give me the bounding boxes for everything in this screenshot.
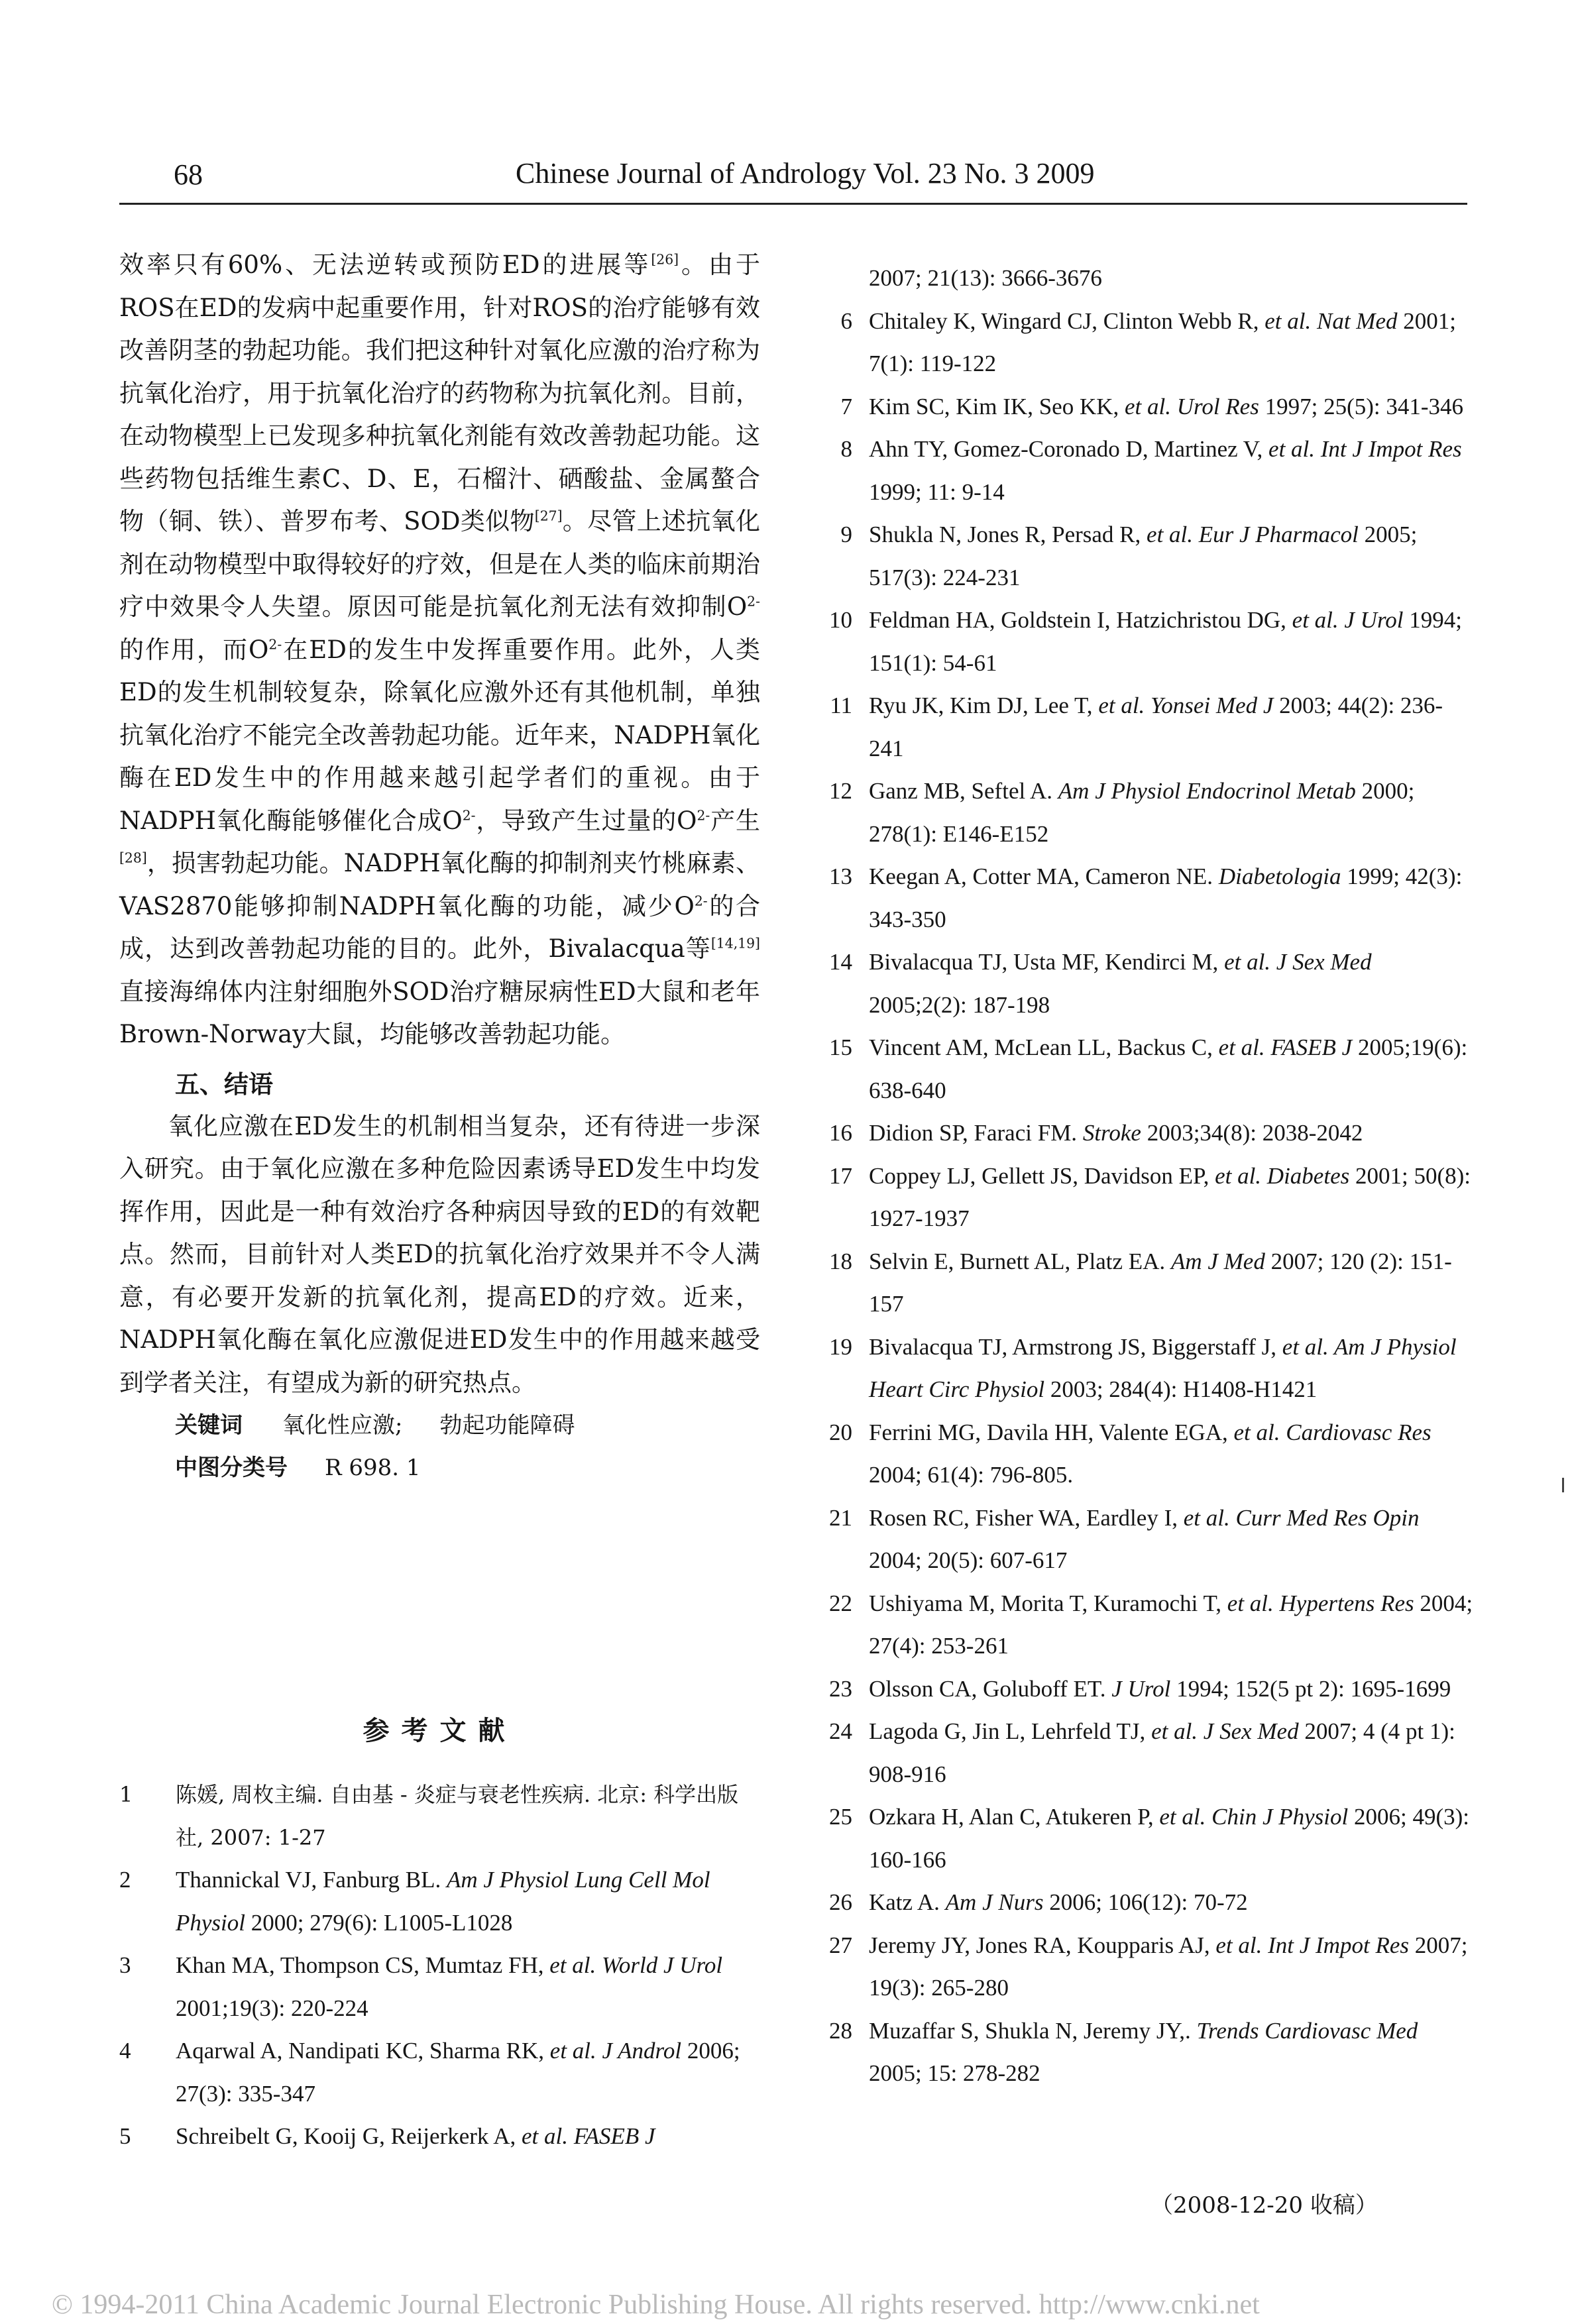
reference-item [119, 1859, 762, 1944]
reference-number: 8 [840, 436, 852, 462]
reference-item [813, 1924, 1475, 2010]
copyright-footer: © 1994-2011 China Academic Journal Electronic Publishing House. All rights reserved. http://www.cnki.net [52, 2290, 1260, 2320]
reference-item [813, 770, 1475, 856]
reference-number: 9 [840, 522, 852, 547]
reference-item [813, 1326, 1475, 1411]
margin-mark [1562, 1478, 1564, 1492]
reference-item [813, 856, 1475, 941]
reference-item [813, 1668, 1475, 1711]
reference-text: Feldman HA, Goldstein I, Hatzichristou DG, et al. J Urol 1994; 151(1): 54-61 [869, 607, 1462, 676]
received-date: （2008-12-20 收稿） [1151, 2192, 1378, 2219]
reference-item [813, 428, 1475, 514]
reference-number: 4 [119, 2038, 131, 2064]
reference-item [119, 1944, 762, 2030]
keywords-label: 关键词 [175, 1412, 243, 1439]
reference-number: 13 [829, 863, 852, 889]
reference-number: 16 [829, 1120, 852, 1146]
reference-number: 27 [829, 1932, 852, 1958]
reference-item [813, 514, 1475, 599]
reference-item [813, 1881, 1475, 1924]
reference-text: Aqarwal A, Nandipati KC, Sharma RK, et al. J Androl 2006; 27(3): 335-347 [176, 2038, 740, 2107]
reference-text: Bivalacqua TJ, Usta MF, Kendirci M, et al. J Sex Med 2005;2(2): 187-198 [869, 949, 1372, 1018]
keyword: 勃起功能障碍 [439, 1412, 575, 1439]
reference-text: Selvin E, Burnett AL, Platz EA. Am J Med 2007; 120 (2): 151-157 [869, 1248, 1452, 1317]
left-column [119, 244, 760, 1489]
reference-text: Ushiyama M, Morita T, Kuramochi T, et al. Hypertens Res 2004; 27(4): 253-261 [869, 1590, 1473, 1659]
reference-number: 17 [829, 1162, 852, 1189]
paragraph-conclusion: 氧化应激在ED发生的机制相当复杂，还有待进一步深入研究。由于氧化应激在多种危险因素诱导ED发生中均发挥作用，因此是一种有效治疗各种病因导致的ED的有效靶点。然而，目前针对人类ED的抗氧化治疗效果并不令人满意，有必要开发新的抗氧化剂，提高ED的疗效。近来，NADPH氧化酶在氧化应激促进ED发生中的作用越来越受到学者关注，有望成为新的研究热点。 [119, 1111, 760, 1397]
reference-number: 24 [829, 1718, 852, 1744]
reference-number: 22 [829, 1590, 852, 1616]
references-title: 参考文献 [363, 1715, 517, 1746]
reference-number: 26 [829, 1889, 852, 1915]
classification-label: 中图分类号 [175, 1455, 288, 1481]
reference-text: Didion SP, Faraci FM. Stroke 2003;34(8): 2038-2042 [869, 1120, 1363, 1146]
reference-number: 25 [829, 1804, 852, 1830]
reference-item [119, 2030, 762, 2115]
reference-number: 7 [840, 393, 852, 419]
reference-number: 3 [119, 1952, 131, 1978]
reference-item [813, 941, 1475, 1026]
reference-number: 12 [829, 778, 852, 804]
reference-text: Ferrini MG, Davila HH, Valente EGA, et al. Cardiovasc Res 2004; 61(4): 796-805. [869, 1419, 1432, 1488]
reference-number: 5 [119, 2123, 131, 2149]
reference-item [119, 2115, 762, 2158]
body-text [119, 244, 760, 1056]
reference-list-left [119, 1773, 762, 2158]
reference-text: Olsson CA, Goluboff ET. J Urol 1994; 152(5 pt 2): 1695-1699 [869, 1675, 1451, 1702]
reference-number: 28 [829, 2017, 852, 2044]
reference-text: Ganz MB, Seftel A. Am J Physiol Endocrinol Metab 2000; 278(1): E146-E152 [869, 778, 1415, 847]
reference-text: Jeremy JY, Jones RA, Koupparis AJ, et al. Int J Impot Res 2007; 19(3): 265-280 [869, 1932, 1468, 2001]
reference-item [813, 1497, 1475, 1582]
reference-item [813, 1155, 1475, 1241]
reference-item [813, 599, 1475, 685]
reference-text: Khan MA, Thompson CS, Mumtaz FH, et al. World J Urol 2001;19(3): 220-224 [176, 1952, 723, 2021]
reference-item [119, 1773, 762, 1859]
reference-number: 14 [829, 949, 852, 975]
reference-text: Ryu JK, Kim DJ, Lee T, et al. Yonsei Med J 2003; 44(2): 236-241 [869, 692, 1443, 761]
reference-text: Thannickal VJ, Fanburg BL. Am J Physiol Lung Cell Mol Physiol 2000; 279(6): L1005-L1028 [176, 1867, 710, 1936]
running-header: Chinese Journal of Andrology Vol. 23 No. 3 2009 [516, 157, 1095, 190]
keyword: 氧化性应激; [282, 1412, 403, 1439]
reference-text: Coppey LJ, Gellett JS, Davidson EP, et al. Diabetes 2001; 50(8): 1927-1937 [869, 1162, 1471, 1231]
reference-item [813, 2010, 1475, 2095]
reference-number: 19 [829, 1333, 852, 1360]
reference-number: 15 [829, 1034, 852, 1060]
reference-number: 18 [829, 1248, 852, 1274]
reference-number: 23 [829, 1675, 852, 1702]
classification-row [175, 1447, 760, 1489]
reference-continuation: 2007; 21(13): 3666-3676 [869, 265, 1102, 291]
reference-item [813, 1241, 1475, 1326]
reference-item [813, 685, 1475, 770]
section-title: 五、结语 [175, 1069, 273, 1099]
reference-text: Ahn TY, Gomez-Coronado D, Martinez V, et al. Int J Impot Res 1999; 11: 9-14 [869, 436, 1462, 505]
conclusion-text [119, 1105, 760, 1405]
reference-item [813, 1796, 1475, 1881]
header-rule [119, 203, 1467, 205]
reference-text: Chitaley K, Wingard CJ, Clinton Webb R, et al. Nat Med 2001; 7(1): 119-122 [869, 307, 1456, 376]
reference-text: Rosen RC, Fisher WA, Eardley I, et al. Curr Med Res Opin 2004; 20(5): 607-617 [869, 1504, 1420, 1573]
reference-number: 21 [829, 1504, 852, 1531]
reference-item [813, 1112, 1475, 1155]
reference-text: 陈媛, 周枚主编. 自由基 - 炎症与衰老性疾病. 北京: 科学出版社, 2007: 1-27 [176, 1782, 739, 1850]
reference-number: 6 [840, 307, 852, 334]
reference-item [813, 1026, 1475, 1112]
reference-text: Kim SC, Kim IK, Seo KK, et al. Urol Res 1997; 25(5): 341-346 [869, 393, 1464, 419]
reference-number: 11 [830, 692, 852, 718]
reference-number: 2 [119, 1867, 131, 1893]
reference-text: Shukla N, Jones R, Persad R, et al. Eur J Pharmacol 2005; 517(3): 224-231 [869, 522, 1418, 590]
reference-number: 1 [119, 1782, 133, 1807]
reference-item [813, 1582, 1475, 1668]
classification-value: R 698. 1 [325, 1455, 421, 1481]
reference-text: Muzaffar S, Shukla N, Jeremy JY,. Trends Cardiovasc Med 2005; 15: 278-282 [869, 2017, 1418, 2086]
reference-text: Schreibelt G, Kooij G, Reijerkerk A, et al. FASEB J [176, 2123, 655, 2149]
reference-text: Katz A. Am J Nurs 2006; 106(12): 70-72 [869, 1889, 1248, 1915]
reference-number: 10 [829, 607, 852, 633]
reference-text: Vincent AM, McLean LL, Backus C, et al. FASEB J 2005;19(6): 638-640 [869, 1034, 1468, 1103]
paragraph-antioxidant-therapy: 效率只有60%、无法逆转或预防ED的进展等[26]。由于ROS在ED的发病中起重要作用，针对ROS的治疗能够有效改善阴茎的勃起功能。我们把这种针对氧化应激的治疗称为抗氧化治疗，用于抗氧化治疗的药物称为抗氧化剂。目前，在动物模型上已发现多种抗氧化剂能有效改善勃起功能。这些药物包括维生素C、D、E，石榴汁、硒酸盐、金属螯合物（铜、铁）、普罗布考、SOD类似物[27]。尽管上述抗氧化剂在动物模型中取得较好的疗效，但是在人类的临床前期治疗中效果令人失望。原因可能是抗氧化剂无法有效抑制$O^{2-}$的作用，而$O^{2-}$在ED的发生中发挥重要作用。此外，人类ED的发生机制较复杂，除氧化应激外还有其他机制，单独抗氧化治疗不能完全改善勃起功能。近年来，NADPH氧化酶在ED发生中的作用越来越引起学者们的重视。由于NADPH氧化酶能够催化合成$O^{2-}$，导致产生过量的$O^{2-}$产生[28]，损害勃起功能。NADPH氧化酶的抑制剂夹竹桃麻素、VAS2870能够抑制NADPH氧化酶的功能，减少$O^{2-}$的合成，达到改善勃起功能的目的。此外，Bivalacqua等[14,19]直接海绵体内注射细胞外SOD治疗糖尿病性ED大鼠和老年Brown-Norway大鼠，均能够改善勃起功能。 [119, 250, 761, 1048]
reference-item [813, 1710, 1475, 1796]
reference-text: Lagoda G, Jin L, Lehrfeld TJ, et al. J Sex Med 2007; 4 (4 pt 1): 908-916 [869, 1718, 1455, 1787]
reference-item [813, 386, 1475, 429]
reference-item [813, 300, 1475, 386]
reference-text: Ozkara H, Alan C, Atukeren P, et al. Chin J Physiol 2006; 49(3): 160-166 [869, 1804, 1469, 1873]
reference-text: Keegan A, Cotter MA, Cameron NE. Diabetologia 1999; 42(3): 343-350 [869, 863, 1463, 932]
reference-number: 20 [829, 1419, 852, 1445]
reference-text: Bivalacqua TJ, Armstrong JS, Biggerstaff J, et al. Am J Physiol Heart Circ Physiol 2003; 284(4): H1408-H1421 [869, 1333, 1457, 1402]
keywords-row [175, 1404, 760, 1447]
reference-list-right [813, 257, 1475, 2095]
reference-item [813, 1411, 1475, 1497]
page-number: 68 [174, 158, 203, 191]
